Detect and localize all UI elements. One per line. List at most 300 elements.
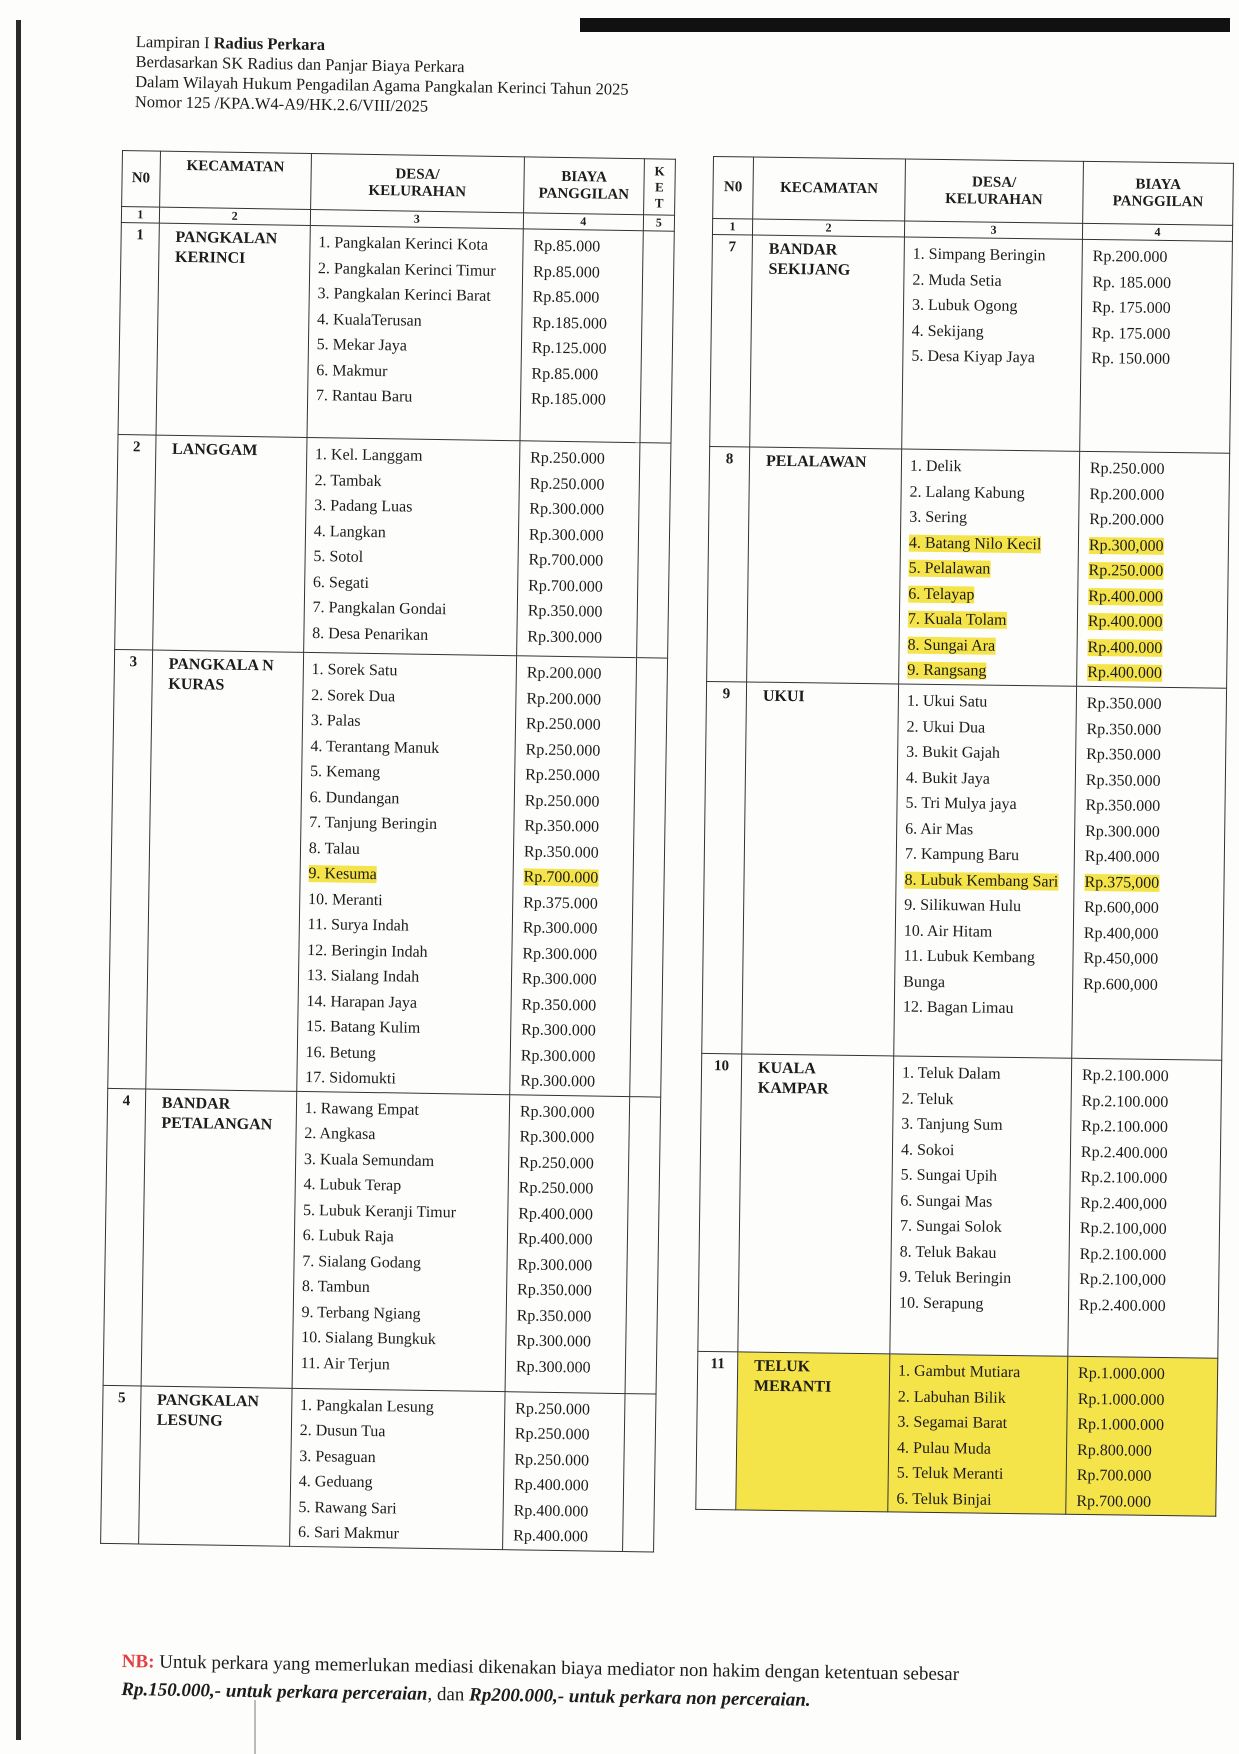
biaya-list xyxy=(505,1094,630,1393)
desa-item: 9. Silikuwan Hulu xyxy=(904,896,1022,916)
col-kecamatan-header: KECAMATAN xyxy=(159,151,311,209)
biaya-item: Rp.85.000 xyxy=(532,262,600,282)
biaya-item: Rp.300.000 xyxy=(515,1357,591,1377)
biaya-list xyxy=(520,229,643,443)
biaya-item: Rp.2.100.000 xyxy=(1080,1168,1168,1188)
note-amount-2: Rp200.000,- untuk perkara non perceraian. xyxy=(468,1684,811,1711)
biaya-item: Rp.300.000 xyxy=(527,627,603,647)
desa-item: 10. Air Hitam xyxy=(903,922,993,941)
desa-item: 1. Gambut Mutiara xyxy=(898,1362,1021,1382)
biaya-item: Rp. 175.000 xyxy=(1091,298,1171,318)
group-row xyxy=(118,222,674,443)
desa-item: 1. Sorek Satu xyxy=(311,661,398,680)
col-biaya-header xyxy=(524,157,645,215)
left-table xyxy=(100,150,676,1552)
desa-item: 6. Makmur xyxy=(316,361,388,380)
biaya-item: Rp.300.000 xyxy=(517,1255,593,1275)
biaya-item xyxy=(1073,997,1222,1024)
desa-item: 2. Angkasa xyxy=(304,1124,376,1144)
desa-item: 6. Dundangan xyxy=(309,788,400,807)
desa-item: 3. Palas xyxy=(310,712,361,730)
highlighted-desa: 4. Batang Nilo Kecil xyxy=(908,534,1042,553)
kecamatan-name: LANGGAM xyxy=(152,435,306,652)
desa-item: 4. Lubuk Terap xyxy=(303,1175,402,1195)
desa-item xyxy=(900,606,1077,634)
desa-item: 12. Beringin Indah xyxy=(307,941,428,961)
desa-item: 6. Sari Makmur xyxy=(297,1523,400,1543)
desa-item: 2. Pangkalan Kerinci Timur xyxy=(317,259,496,280)
desa-item: 1. Rawang Empat xyxy=(304,1099,420,1119)
desa-item: 2. Muda Setia xyxy=(912,271,1002,290)
biaya-item: Rp. 150.000 xyxy=(1091,349,1171,368)
group-row xyxy=(103,1088,661,1394)
biaya-item: Rp.300.000 xyxy=(1085,822,1160,841)
biaya-item: Rp.200.000 xyxy=(1089,510,1165,529)
biaya-item: Rp.400.000 xyxy=(513,1476,589,1495)
highlighted-desa: 8. Sungai Ara xyxy=(907,636,996,655)
desa-list xyxy=(303,437,520,655)
scan-left-edge xyxy=(16,20,21,1740)
colnum-1: 1 xyxy=(121,207,159,224)
biaya-item: Rp.300.000 xyxy=(516,1332,592,1351)
note-amount-1: Rp.150.000,- untuk perkara perceraian xyxy=(121,1678,428,1705)
biaya-item: Rp.2.400.000 xyxy=(1080,1143,1168,1162)
biaya-header-line2: PANGGILAN xyxy=(538,185,630,203)
desa-item: 6. Teluk Binjai xyxy=(896,1490,992,1509)
biaya-item xyxy=(1079,532,1228,559)
biaya-item: Rp.85.000 xyxy=(533,237,601,256)
biaya-item: Rp.200.000 xyxy=(526,664,602,683)
group-row xyxy=(115,434,671,658)
desa-item: 4. Sekijang xyxy=(911,322,984,341)
colnum-3: 3 xyxy=(310,209,523,228)
biaya-item: Rp.300.000 xyxy=(519,1128,595,1147)
desa-item: 2. Lalang Kabung xyxy=(909,483,1025,502)
biaya-list xyxy=(510,656,637,1096)
group-row xyxy=(696,1351,1218,1516)
kecamatan-name: BANDAR SEKIJANG xyxy=(750,235,905,449)
desa-item: 12. Bagan Limau xyxy=(902,998,1014,1018)
biaya-item: Rp.250.000 xyxy=(525,766,600,785)
group-row xyxy=(101,1385,656,1552)
desa-item: 11. Air Terjun xyxy=(300,1354,390,1373)
biaya-item: Rp.300.000 xyxy=(519,1102,595,1122)
biaya-item: Rp.2.100,000 xyxy=(1079,1270,1167,1290)
left-header-row xyxy=(122,151,676,216)
group-number: 1 xyxy=(118,222,159,435)
biaya-item: Rp.200.000 xyxy=(526,689,602,709)
desa-item: 7. Tanjung Beringin xyxy=(309,814,438,834)
desa-item: 1. Pangkalan Lesung xyxy=(299,1396,434,1416)
desa-item: 1. Ukui Satu xyxy=(906,692,988,711)
desa-item: 5. Sungai Upih xyxy=(900,1166,998,1185)
desa-item: 7. Sungai Solok xyxy=(899,1217,1002,1236)
desa-item: 7. Rantau Baru xyxy=(315,387,413,406)
col-kecamatan-header-right: KECAMATAN xyxy=(753,157,906,221)
desa-item: 3. Segamai Barat xyxy=(897,1413,1008,1432)
group-row xyxy=(108,649,668,1096)
desa-list xyxy=(888,1354,1068,1514)
desa-item xyxy=(900,555,1077,583)
highlighted-desa: 7. Kuala Tolam xyxy=(907,610,1007,629)
desa-item: Bunga xyxy=(903,973,946,991)
desa-item xyxy=(899,657,1076,685)
desa-item: 2. Labuhan Bilik xyxy=(897,1388,1006,1407)
biaya-item: Rp.200.000 xyxy=(1092,247,1168,266)
highlighted-biaya: Rp.300,000 xyxy=(1088,536,1164,555)
biaya-item: Rp.700.000 xyxy=(528,551,604,570)
biaya-item: Rp.1.000.000 xyxy=(1077,1364,1165,1384)
biaya-item: Rp.450,000 xyxy=(1083,949,1159,968)
biaya-item: Rp.350.000 xyxy=(516,1281,592,1300)
highlighted-biaya: Rp.400.000 xyxy=(1087,638,1163,657)
biaya-list xyxy=(1072,686,1227,1060)
highlighted-desa: 8. Lubuk Kembang Sari xyxy=(904,871,1059,891)
desa-item: 3. Kuala Semundam xyxy=(303,1150,435,1170)
right-table-body xyxy=(696,234,1233,1516)
biaya-item xyxy=(513,864,632,891)
kecamatan-name: PANGKALAN LESUNG xyxy=(138,1385,291,1545)
highlighted-biaya: Rp.400.000 xyxy=(1087,663,1163,682)
desa-item: 8. Desa Penarikan xyxy=(312,624,429,644)
desa-list xyxy=(297,652,517,1094)
desa-item: 16. Betung xyxy=(305,1043,376,1062)
biaya-item: Rp.2.100.000 xyxy=(1081,1092,1169,1111)
desa-item: 5. Rawang Sari xyxy=(298,1498,397,1517)
biaya-item: Rp.1.000.000 xyxy=(1077,1415,1165,1435)
group-number: 11 xyxy=(696,1351,738,1510)
biaya-item: Rp.350.000 xyxy=(516,1306,592,1326)
biaya-item: Rp.250.000 xyxy=(514,1425,590,1444)
desa-item: 7. Kampung Baru xyxy=(904,845,1020,865)
desa-item: 2. Teluk xyxy=(901,1090,954,1108)
biaya-item: Rp.375.000 xyxy=(523,893,598,913)
header-title: Radius Perkara xyxy=(213,33,326,54)
note-text-2: , dan xyxy=(427,1683,465,1706)
highlighted-biaya: Rp.375,000 xyxy=(1084,873,1160,892)
biaya-item: Rp.350.000 xyxy=(1085,796,1161,815)
group-number: 2 xyxy=(115,434,156,650)
biaya-item: Rp.350.000 xyxy=(1085,771,1161,790)
biaya-item: Rp.250.000 xyxy=(518,1153,594,1173)
desa-list xyxy=(890,1056,1072,1356)
biaya-item: Rp.300.000 xyxy=(522,919,598,938)
biaya-item: Rp.250.000 xyxy=(1089,459,1165,478)
desa-item: 1. Delik xyxy=(909,457,962,476)
desa-item: 3. Pesaguan xyxy=(299,1447,376,1466)
colnum-right-3: 3 xyxy=(904,221,1082,239)
group-number: 3 xyxy=(108,649,153,1088)
ket-cell xyxy=(636,443,670,658)
desa-list xyxy=(902,237,1083,451)
biaya-item: Rp.700.000 xyxy=(1076,1466,1152,1485)
desa-item: 10. Sialang Bungkuk xyxy=(301,1328,436,1349)
biaya-item: Rp.350.000 xyxy=(1086,720,1162,739)
desa-item: 2. Tambak xyxy=(314,471,382,490)
document-header xyxy=(135,32,756,122)
desa-item: 7. Pangkalan Gondai xyxy=(312,599,447,619)
biaya-item xyxy=(1077,660,1226,687)
biaya-item: Rp.250.000 xyxy=(514,1450,590,1469)
group-number: 9 xyxy=(702,681,747,1053)
colnum-right-4: 4 xyxy=(1082,223,1232,241)
biaya-item: Rp.300.000 xyxy=(520,1046,596,1066)
biaya-list xyxy=(517,441,640,658)
biaya-item: Rp. 175.000 xyxy=(1091,324,1171,343)
biaya-item: Rp.400.000 xyxy=(1084,847,1160,866)
desa-item: 10. Meranti xyxy=(307,890,383,909)
desa-item: 6. Lubuk Raja xyxy=(302,1226,394,1246)
desa-item: 3. Sering xyxy=(909,508,968,527)
biaya-item: Rp.300.000 xyxy=(521,970,597,989)
desa-header-line2: KELURAHAN xyxy=(368,182,467,200)
desa-item: 4. KualaTerusan xyxy=(317,310,422,330)
highlighted-biaya: Rp.250.000 xyxy=(1088,561,1164,580)
biaya-item xyxy=(1077,634,1226,661)
desa-item: 3. Padang Luas xyxy=(314,497,413,516)
biaya-list xyxy=(1068,1058,1222,1358)
group-number: 10 xyxy=(698,1053,742,1351)
biaya-item: Rp.85.000 xyxy=(532,288,600,307)
highlighted-desa: 9. Rangsang xyxy=(907,661,987,680)
desa-item: 3. Tanjung Sum xyxy=(901,1115,1003,1134)
biaya-item: Rp.350.000 xyxy=(1086,745,1161,764)
kecamatan-name: PANGKALAN KERINCI xyxy=(156,223,310,437)
kecamatan-name: KUALA KAMPAR xyxy=(738,1054,894,1354)
biaya-item xyxy=(1074,869,1223,896)
desa-list xyxy=(292,1091,510,1391)
desa-item: 2. Dusun Tua xyxy=(299,1421,386,1441)
biaya-list xyxy=(1066,1356,1218,1516)
biaya-item: Rp.2.400.000 xyxy=(1078,1296,1166,1315)
biaya-item: Rp.250.000 xyxy=(518,1179,594,1198)
biaya-item: Rp.300.000 xyxy=(529,500,605,519)
colnum-5: 5 xyxy=(643,215,674,231)
desa-header-right-line2: KELURAHAN xyxy=(945,190,1043,208)
col-biaya-header-right xyxy=(1083,161,1234,225)
highlighted-desa: 9. Kesuma xyxy=(308,865,377,884)
biaya-list xyxy=(1080,239,1233,453)
desa-item xyxy=(899,632,1076,660)
desa-item xyxy=(300,861,513,890)
biaya-item: Rp.85.000 xyxy=(531,364,599,384)
group-number: 7 xyxy=(710,234,753,447)
kecamatan-name: TELUK MERANTI xyxy=(736,1352,890,1512)
desa-item: 1. Teluk Dalam xyxy=(901,1064,1001,1083)
biaya-header-right-line2: PANGGILAN xyxy=(1112,192,1204,210)
ket-cell xyxy=(625,1096,661,1393)
desa-item: 6. Sungai Mas xyxy=(900,1192,993,1211)
biaya-item: Rp.1.000.000 xyxy=(1077,1390,1165,1409)
desa-item: 3. Bukit Gajah xyxy=(906,743,1001,762)
biaya-item: Rp.2.400,000 xyxy=(1080,1194,1168,1213)
biaya-item: Rp.700.000 xyxy=(1076,1492,1152,1511)
header-prefix: Lampiran I xyxy=(135,32,210,53)
desa-item: 10. Serapung xyxy=(898,1294,984,1313)
desa-item: 15. Batang Kulim xyxy=(305,1017,421,1037)
colnum-right-2: 2 xyxy=(752,219,904,237)
biaya-item: Rp.2.100.000 xyxy=(1079,1245,1167,1264)
desa-item: 1. Pangkalan Kerinci Kota xyxy=(318,234,489,254)
col-ket-header: K E T xyxy=(643,159,675,215)
header-line-2: Berdasarkan SK Radius dan Panjar Biaya Perkara xyxy=(135,51,465,77)
desa-item: 5. Teluk Meranti xyxy=(896,1464,1004,1483)
colnum-right-1: 1 xyxy=(712,219,752,236)
biaya-item: Rp.250.000 xyxy=(529,474,605,494)
biaya-item: Rp.350.000 xyxy=(523,842,599,862)
desa-item: 7. Sialang Godang xyxy=(302,1252,422,1272)
ket-cell xyxy=(622,1393,656,1551)
biaya-item: Rp.300.000 xyxy=(528,525,604,545)
desa-list xyxy=(307,225,524,440)
desa-item: 5. Mekar Jaya xyxy=(316,336,408,355)
biaya-item: Rp.125.000 xyxy=(531,339,607,358)
right-table xyxy=(695,156,1234,1517)
biaya-item: Rp.250.000 xyxy=(530,449,605,468)
biaya-item: Rp.250.000 xyxy=(515,1399,591,1419)
desa-item: 5. Sotol xyxy=(313,548,364,566)
header-line-4: Nomor 125 /KPA.W4-A9/HK.2.6/VIII/2025 xyxy=(134,91,429,116)
group-row xyxy=(702,681,1227,1060)
biaya-item: Rp.400.000 xyxy=(518,1204,594,1224)
desa-item: 8. Talau xyxy=(308,839,360,858)
biaya-item: Rp.600,000 xyxy=(1084,898,1159,917)
left-table-body xyxy=(101,222,675,1551)
desa-list xyxy=(899,449,1080,686)
desa-list xyxy=(894,684,1077,1058)
desa-item: 5. Tri Mulya jaya xyxy=(905,794,1017,814)
group-row xyxy=(698,1053,1222,1358)
desa-item: 8. Teluk Bakau xyxy=(899,1243,997,1262)
biaya-item: Rp.185.000 xyxy=(530,390,606,409)
desa-item: 5. Kemang xyxy=(309,763,381,782)
biaya-item: Rp.350.000 xyxy=(521,995,597,1015)
biaya-item: Rp.400.000 xyxy=(513,1527,589,1546)
desa-item: 2. Ukui Dua xyxy=(906,718,986,737)
biaya-item xyxy=(1078,558,1227,585)
biaya-item: Rp.700.000 xyxy=(528,576,603,596)
desa-item: 9. Teluk Beringin xyxy=(899,1268,1012,1287)
biaya-item: Rp.350.000 xyxy=(524,817,600,836)
desa-item: 4. Pulau Muda xyxy=(896,1439,991,1458)
desa-item xyxy=(896,867,1073,895)
group-row xyxy=(710,234,1233,453)
desa-item: 1. Kel. Langgam xyxy=(314,446,423,465)
biaya-item: Rp.400.000 xyxy=(517,1230,593,1249)
biaya-item: Rp.600,000 xyxy=(1083,975,1158,994)
note-text-1: Untuk perkara yang memerlukan mediasi dikenakan biaya mediator non hakim dengan ketentuan sebesar xyxy=(159,1651,960,1686)
group-number: 5 xyxy=(101,1385,141,1544)
desa-item: 17. Sidomukti xyxy=(305,1068,397,1088)
desa-item: 5. Desa Kiyap Jaya xyxy=(911,347,1036,367)
biaya-item: Rp.400,000 xyxy=(1083,924,1159,943)
desa-item xyxy=(901,530,1078,558)
desa-item: 4. Langkan xyxy=(313,522,386,541)
biaya-header-right-line1: BIAYA xyxy=(1135,176,1182,193)
biaya-item xyxy=(1078,609,1227,636)
kecamatan-name: PELALAWAN xyxy=(747,447,902,684)
biaya-item: Rp.300.000 xyxy=(522,944,598,964)
desa-header-right-line1: DESA/ xyxy=(971,173,1017,191)
desa-item: 3. Pangkalan Kerinci Barat xyxy=(317,285,491,305)
desa-item: 13. Sialang Indah xyxy=(306,967,420,986)
biaya-item: Rp.200.000 xyxy=(1089,485,1165,504)
desa-item: 11. Surya Indah xyxy=(307,916,409,935)
biaya-header-line1: BIAYA xyxy=(561,168,607,186)
biaya-item: Rp.350.000 xyxy=(527,602,603,621)
desa-item: 6. Segati xyxy=(312,573,370,592)
desa-item: 4. Terantang Manuk xyxy=(310,737,440,757)
desa-item: 1. Simpang Beringin xyxy=(912,245,1046,265)
desa-item: 4. Geduang xyxy=(298,1472,373,1492)
highlighted-desa: 5. Pelalawan xyxy=(908,559,991,578)
desa-item: 4. Bukit Jaya xyxy=(905,769,990,788)
biaya-item: Rp. 185.000 xyxy=(1092,273,1172,292)
kecamatan-name: BANDAR PETALANGAN xyxy=(141,1088,297,1387)
note-label: NB: xyxy=(121,1650,155,1673)
group-number: 8 xyxy=(707,446,750,682)
colnum-2: 2 xyxy=(159,207,310,225)
biaya-item: Rp.2.100,000 xyxy=(1079,1219,1167,1239)
kecamatan-name: PANGKALA N KURAS xyxy=(146,650,304,1091)
biaya-item: Rp.250.000 xyxy=(525,715,601,734)
biaya-item: Rp.185.000 xyxy=(532,313,608,333)
right-header-row xyxy=(713,157,1234,226)
col-no-header: N0 xyxy=(122,151,161,208)
biaya-item: Rp.300.000 xyxy=(520,1072,596,1091)
biaya-item: Rp.2.100.000 xyxy=(1081,1066,1169,1086)
biaya-item: Rp.250.000 xyxy=(525,740,601,760)
biaya-item: Rp.300.000 xyxy=(521,1021,596,1040)
col-desa-header-right xyxy=(905,159,1084,223)
desa-item xyxy=(900,581,1077,609)
highlighted-desa: 6. Telayap xyxy=(908,585,975,603)
biaya-item: Rp.400.000 xyxy=(513,1501,589,1520)
biaya-item: Rp.250.000 xyxy=(524,791,600,811)
ket-cell xyxy=(640,231,674,443)
group-number: 4 xyxy=(103,1088,145,1386)
footnote xyxy=(121,1648,1132,1720)
desa-item: 14. Harapan Jaya xyxy=(306,992,418,1012)
highlighted-biaya: Rp.700.000 xyxy=(523,868,599,887)
desa-item: 3. Lubuk Ogong xyxy=(911,296,1018,315)
col-no-header-right: N0 xyxy=(713,157,754,220)
desa-item: 6. Air Mas xyxy=(905,820,974,838)
header-line-3: Dalam Wilayah Hukum Pengadilan Agama Pangkalan Kerinci Tahun 2025 xyxy=(135,71,629,99)
biaya-list xyxy=(1077,451,1230,688)
group-row xyxy=(707,446,1230,688)
desa-item: 5. Lubuk Keranji Timur xyxy=(303,1201,457,1221)
desa-item: 9. Terbang Ngiang xyxy=(301,1303,421,1323)
desa-item: 4. Sokoi xyxy=(900,1141,955,1159)
biaya-item: Rp.350.000 xyxy=(1086,694,1162,713)
desa-list xyxy=(289,1388,505,1549)
kecamatan-name: UKUI xyxy=(742,682,899,1056)
desa-header-line1: DESA/ xyxy=(395,165,440,183)
highlighted-biaya: Rp.400.000 xyxy=(1088,587,1164,606)
desa-item: 11. Lubuk Kembang xyxy=(903,947,1036,967)
desa-item: 2. Sorek Dua xyxy=(311,686,396,705)
scan-top-bar xyxy=(580,18,1230,32)
biaya-item: Rp.800.000 xyxy=(1076,1441,1152,1460)
ket-cell xyxy=(630,658,668,1097)
highlighted-biaya: Rp.400.000 xyxy=(1087,612,1163,631)
biaya-item xyxy=(1078,583,1227,610)
col-desa-header xyxy=(310,153,524,212)
biaya-item: Rp.2.100.000 xyxy=(1081,1117,1169,1137)
biaya-list xyxy=(503,1391,625,1551)
colnum-4: 4 xyxy=(523,213,643,231)
